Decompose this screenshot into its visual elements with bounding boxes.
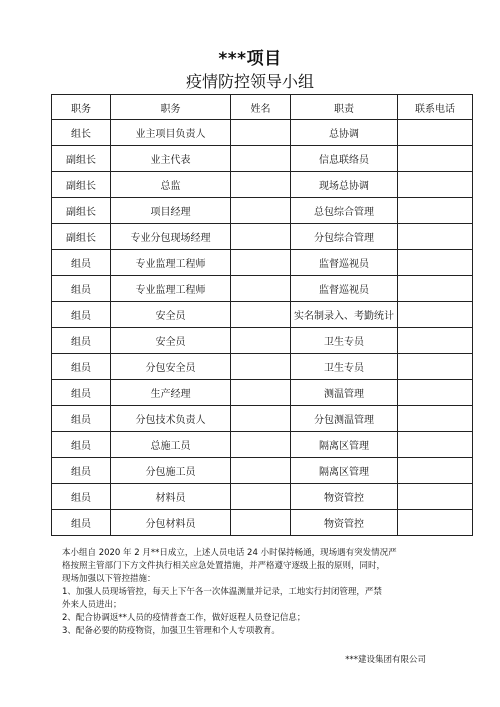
cell-phone (398, 484, 473, 510)
group-title: 疫情防控领导小组 (185, 72, 314, 91)
table-row (52, 354, 473, 380)
cell-duty: 实名制录入、考勤统计 (291, 302, 398, 328)
cell-position: 总监 (111, 172, 231, 198)
table-header-row (52, 95, 473, 120)
cell-duty: 分包测温管理 (291, 406, 398, 432)
table-row (52, 146, 473, 172)
table-row (52, 328, 473, 354)
cell-name (231, 198, 291, 224)
cell-duty: 监督巡视员 (291, 250, 398, 276)
cell-position: 分包安全员 (111, 354, 231, 380)
cell-role: 组员 (52, 510, 111, 536)
cell-phone (398, 250, 473, 276)
cell-phone (398, 328, 473, 354)
cell-duty: 物资管控 (291, 510, 398, 536)
table-body (52, 120, 473, 536)
cell-position: 分包技术负责人 (111, 406, 231, 432)
cell-position: 分包施工员 (111, 458, 231, 484)
cell-duty: 测温管理 (291, 380, 398, 406)
cell-role: 组员 (52, 458, 111, 484)
cell-name (231, 120, 291, 146)
cell-phone (398, 380, 473, 406)
cell-duty: 卫生专员 (291, 354, 398, 380)
cell-name (231, 302, 291, 328)
note-line: 1、加强人员现场管控，每天上下午各一次体温测量并记录，工地实行封闭管理，严禁 (62, 587, 382, 597)
table-row (52, 510, 473, 536)
cell-phone (398, 172, 473, 198)
cell-duty: 卫生专员 (291, 328, 398, 354)
cell-role: 组员 (52, 328, 111, 354)
cell-phone (398, 146, 473, 172)
cell-role: 组员 (52, 302, 111, 328)
cell-role: 组员 (52, 354, 111, 380)
cell-name (231, 250, 291, 276)
cell-role: 组员 (52, 406, 111, 432)
cell-phone (398, 406, 473, 432)
header-name: 姓名 (231, 95, 291, 120)
cell-role: 组员 (52, 484, 111, 510)
table-row (52, 380, 473, 406)
cell-role: 副组长 (52, 198, 111, 224)
cell-duty: 总协调 (291, 120, 398, 146)
cell-phone (398, 458, 473, 484)
cell-duty: 信息联络员 (291, 146, 398, 172)
cell-duty: 隔离区管理 (291, 458, 398, 484)
cell-role: 组员 (52, 250, 111, 276)
cell-position: 材料员 (111, 484, 231, 510)
cell-role: 组员 (52, 432, 111, 458)
cell-duty: 监督巡视员 (291, 276, 398, 302)
cell-name (231, 484, 291, 510)
cell-name (231, 146, 291, 172)
cell-phone (398, 276, 473, 302)
cell-name (231, 458, 291, 484)
table-row (52, 458, 473, 484)
cell-phone (398, 510, 473, 536)
cell-duty: 现场总协调 (291, 172, 398, 198)
project-title: ***项目 (218, 49, 282, 69)
cell-position: 专业监理工程师 (111, 276, 231, 302)
cell-role: 组员 (52, 276, 111, 302)
header-position: 职务 (111, 95, 231, 120)
table-row (52, 250, 473, 276)
note-line: 本小组自 2020 年 2 月**日成立，上述人员电话 24 小时保持畅通，现场遇有突发情况严 (62, 548, 397, 558)
note-line: 3、配备必要的防疫物资，加强卫生管理和个人专项教育。 (62, 626, 280, 636)
cell-position: 安全员 (111, 328, 231, 354)
cell-role: 副组长 (52, 146, 111, 172)
cell-duty: 隔离区管理 (291, 432, 398, 458)
cell-name (231, 172, 291, 198)
cell-duty: 总包综合管理 (291, 198, 398, 224)
cell-position: 项目经理 (111, 198, 231, 224)
note-line: 2、配合协调返**人员的疫情普查工作，做好返程人员登记信息； (62, 613, 306, 623)
note-line: 现场加强以下管控措施： (62, 574, 156, 584)
cell-phone (398, 354, 473, 380)
company-signature: ***建设集团有限公司 (345, 655, 426, 665)
note-line: 外来人员进出； (62, 600, 122, 610)
cell-role: 副组长 (52, 172, 111, 198)
cell-position: 业主项目负责人 (111, 120, 231, 146)
cell-name (231, 328, 291, 354)
cell-role: 组员 (52, 380, 111, 406)
table-row (52, 276, 473, 302)
table-row (52, 198, 473, 224)
table-row (52, 224, 473, 250)
cell-name (231, 432, 291, 458)
note-line: 格按照主管部门下方文件执行相关应急处置措施，并严格遵守逐级上报的原则，同时， (62, 561, 386, 571)
cell-duty: 物资管控 (291, 484, 398, 510)
header-duty: 职责 (291, 95, 398, 120)
cell-role: 组长 (52, 120, 111, 146)
cell-phone (398, 302, 473, 328)
header-phone: 联系电话 (398, 95, 473, 120)
table-row (52, 302, 473, 328)
table-row (52, 172, 473, 198)
cell-name (231, 276, 291, 302)
cell-phone (398, 120, 473, 146)
table-row (52, 484, 473, 510)
cell-phone (398, 198, 473, 224)
cell-position: 业主代表 (111, 146, 231, 172)
cell-name (231, 224, 291, 250)
cell-position: 分包材料员 (111, 510, 231, 536)
table-row (52, 406, 473, 432)
cell-phone (398, 432, 473, 458)
cell-phone (398, 224, 473, 250)
cell-role: 副组长 (52, 224, 111, 250)
cell-position: 生产经理 (111, 380, 231, 406)
cell-name (231, 406, 291, 432)
cell-name (231, 380, 291, 406)
notes-section (62, 547, 470, 638)
table-row (52, 432, 473, 458)
roster-table (51, 94, 473, 536)
cell-position: 安全员 (111, 302, 231, 328)
cell-position: 专业分包现场经理 (111, 224, 231, 250)
cell-name (231, 354, 291, 380)
cell-position: 总施工员 (111, 432, 231, 458)
table-row (52, 120, 473, 146)
header-role: 职务 (52, 95, 111, 120)
cell-duty: 分包综合管理 (291, 224, 398, 250)
cell-position: 专业监理工程师 (111, 250, 231, 276)
cell-name (231, 510, 291, 536)
